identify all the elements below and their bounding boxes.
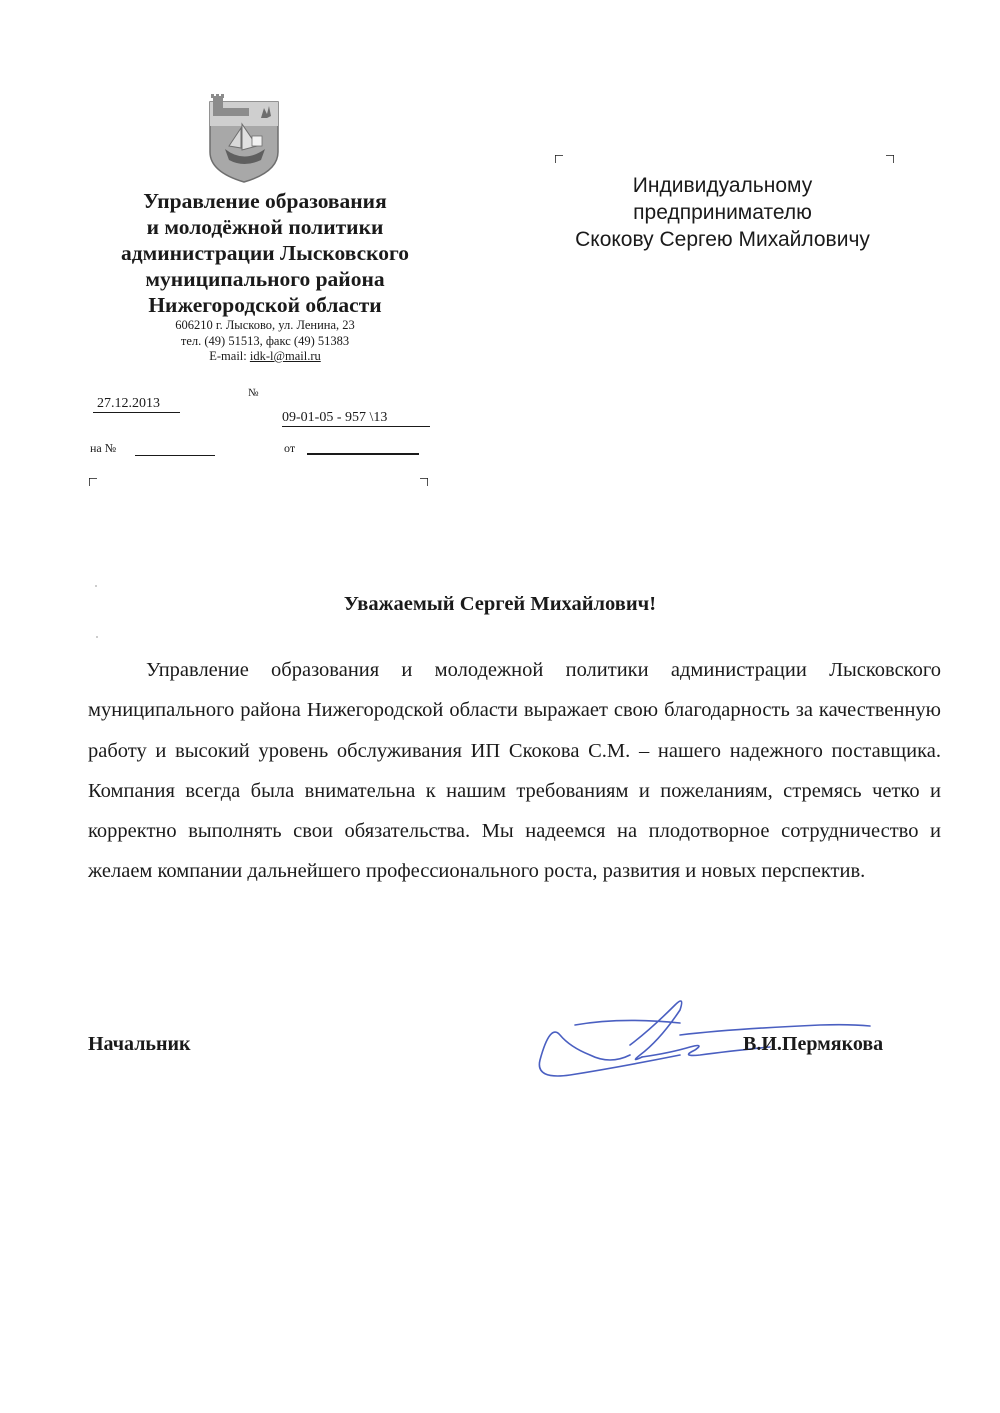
ref-number-label: на № bbox=[90, 441, 117, 455]
email-line bbox=[120, 349, 410, 365]
phone-text: тел. (49) 51513, факс (49) 51383 bbox=[180, 333, 350, 348]
organization-name bbox=[80, 188, 450, 318]
corner-mark-icon bbox=[555, 155, 563, 163]
ref-from-line bbox=[307, 453, 419, 455]
org-line: муниципального района bbox=[145, 267, 385, 291]
coat-of-arms-icon bbox=[205, 94, 283, 184]
org-line: Управление образования bbox=[143, 189, 387, 213]
letter-greeting: Уважаемый Сергей Михайлович! bbox=[343, 593, 657, 615]
signer-name: В.И.Пермякова bbox=[743, 1033, 884, 1055]
org-line: администрации Лысковского bbox=[121, 241, 409, 265]
corner-mark-icon bbox=[886, 155, 894, 163]
recipient-line: Индивидуальному bbox=[632, 174, 813, 197]
recipient-line: предпринимателю bbox=[633, 201, 812, 224]
org-line: Нижегородской области bbox=[148, 293, 382, 317]
address-text: 606210 г. Лысково, ул. Ленина, 23 bbox=[175, 318, 355, 332]
registration-date: 27.12.2013 bbox=[93, 396, 180, 413]
scan-speck bbox=[95, 585, 97, 587]
email-link[interactable]: idk-l@mail.ru bbox=[249, 349, 321, 363]
number-sign: № bbox=[248, 387, 259, 399]
ref-number-line bbox=[135, 454, 215, 456]
letter-body: Управление образования и молодежной политики администрации Лысковского муниципального района Нижегородской области выражает свою благодарность за качественную работу и высокий уровень обслуживания ИП Скокова С.М. – нашего надежного поставщика. Компания всегда была внимательна к нашим требованиям и пожеланиям, стремясь четко и корректно выполнять свои обязательства. Мы надеемся на плодотворное сотрудничество и желаем компании дальнейшего профессионального роста, развития и новых перспектив. bbox=[88, 659, 941, 883]
signer-title: Начальник bbox=[88, 1033, 191, 1055]
email-label: E-mail: bbox=[209, 349, 250, 363]
ref-from-label: от bbox=[284, 441, 296, 455]
org-line: и молодёжной политики bbox=[146, 215, 384, 239]
scan-speck bbox=[96, 636, 98, 638]
recipient-line: Скокову Сергею Михайловичу bbox=[575, 228, 870, 251]
registration-number: 09-01-05 - 957 \13 bbox=[282, 410, 430, 427]
corner-mark-icon bbox=[89, 478, 97, 486]
contact-block bbox=[120, 318, 410, 365]
corner-mark-icon bbox=[420, 478, 428, 486]
recipient-block bbox=[540, 172, 905, 253]
